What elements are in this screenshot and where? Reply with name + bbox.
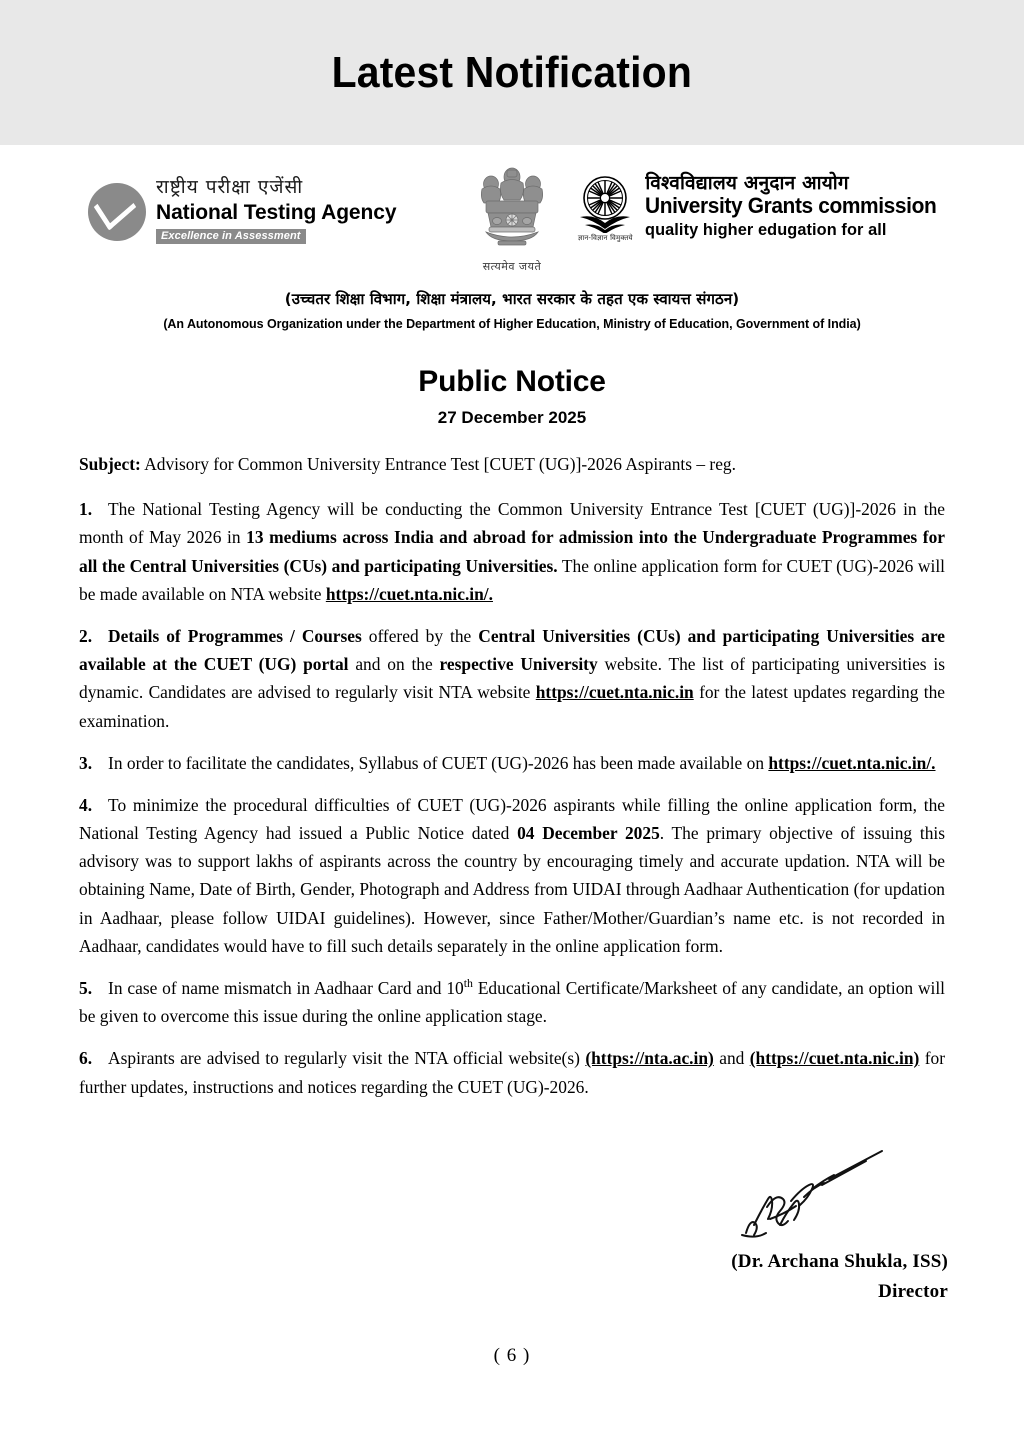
nta-logo-tagline: Excellence in Assessment [156, 229, 306, 244]
notice-body [79, 450, 945, 1101]
paragraph-text-segment[interactable]: (https://cuet.nta.nic.in) [749, 1048, 920, 1069]
paragraph-number: 1. [79, 499, 93, 520]
paragraph-text-segment[interactable]: (https://nta.ac.in) [585, 1048, 714, 1069]
notice-title: Public Notice [418, 365, 606, 398]
paragraph-text-segment: The National Testing Agency will be conducting the Common University Entrance Test [CUET (UG)]-2026 in the month of May 2026 in [79, 499, 945, 548]
page-banner [0, 0, 1024, 145]
paragraph-text-segment: Details of Programmes / Courses [108, 625, 362, 646]
notice-paragraph [79, 791, 945, 960]
paragraph-number: 6. [79, 1048, 93, 1069]
ugc-logo [574, 173, 952, 243]
organization-subtitle-hindi: (उच्चतर शिक्षा विभाग, शिक्षा मंत्रालय, भारत सरकार के तहत एक स्वायत्त संगठन) [284, 290, 740, 308]
organization-subtitle [0, 289, 1024, 331]
paragraph-text-segment: and [713, 1048, 750, 1069]
paragraph-number: 3. [79, 752, 93, 773]
ugc-logo-tagline: quality higher edugation for all [645, 219, 887, 239]
paragraph-text-segment[interactable]: https://cuet.nta.nic.in [535, 682, 694, 703]
paragraph-number: 2. [79, 625, 93, 646]
notice-paragraph [79, 495, 945, 608]
ugc-logo-english-text: University Grants commission [645, 193, 937, 219]
paragraph-text-segment: for further updates, instructions and notices regarding the CUET (UG)-2026. [79, 1048, 945, 1097]
numbered-paragraph-list [79, 495, 945, 1101]
subject-label: Subject: [79, 454, 141, 474]
ashoka-lion-capital-emblem-icon [474, 163, 550, 258]
notice-paragraph [79, 622, 945, 735]
signatory-name: (Dr. Archana Shukla, ISS) [731, 1250, 948, 1272]
paragraph-text-segment: website. The list of participating universities is dynamic. Candidates are advised to regularly visit NTA website [79, 654, 945, 703]
letterhead-logos [0, 163, 1024, 283]
paragraph-text-segment: offered by the [361, 625, 479, 646]
ugc-logo-hindi-text: विश्वविद्यालय अनुदान आयोग [645, 172, 849, 194]
paragraph-text-segment: for the latest updates regarding the examination. [79, 682, 946, 731]
signatory-role: Director [878, 1280, 948, 1302]
page-number: ( 6 ) [493, 1345, 531, 1366]
paragraph-text-segment: To minimize the procedural difficulties of CUET (UG)-2026 aspirants while filling the online application form, the National Testing Agency had issued a Public Notice dated [79, 794, 945, 844]
paragraph-text-segment: The online application form for CUET (UG)-2026 will be made available on NTA website [79, 555, 945, 604]
paragraph-text-segment: In order to facilitate the candidates, Syllabus of CUET (UG)-2026 has been made available on [108, 752, 769, 773]
paragraph-text-segment[interactable]: https://cuet.nta.nic.in/. [768, 752, 936, 773]
signature-block [0, 1145, 1024, 1315]
paragraph-text-segment[interactable]: https://cuet.nta.nic.in/. [325, 583, 493, 604]
notice-paragraph [79, 974, 945, 1030]
paragraph-text-segment: Aspirants are advised to regularly visit the NTA official website(s) [108, 1048, 586, 1069]
nta-logo-hindi-text: राष्ट्रीय परीक्षा एजेंसी [156, 176, 304, 198]
organization-subtitle-english: (An Autonomous Organization under the Department of Higher Education, Ministry of Education, Government of India) [163, 317, 861, 331]
paragraph-text-segment: Educational Certificate/Marksheet of any candidate, an option will be given to overcome this issue during the online application stage. [79, 978, 945, 1027]
handwritten-signature-icon [734, 1145, 894, 1245]
paragraph-text-segment: Central Universities (CUs) and participating Universities are available at the CUET (UG) portal [79, 625, 945, 675]
subject-line [79, 450, 945, 478]
paragraph-number: 5. [79, 978, 93, 998]
notice-date: 27 December 2025 [437, 408, 587, 427]
nta-logo-english-text: National Testing Agency [156, 200, 397, 224]
notice-paragraph [79, 1044, 945, 1100]
paragraph-text-segment: . The primary objective of issuing this advisory was to support lakhs of aspirants across the country by encouraging timely and accurate updation. NTA will be obtaining Name, Date of Birth, Gender, Photograph and Address from UIDAI through Aadhaar Authentication (for updation in Aadhaar, please follow UIDAI guidelines). However, since Father/Mother/Guardian’s name etc. is not recorded in Aadhaar, candidates would have to fill such details separately in the online application form. [79, 823, 945, 956]
paragraph-text-segment: 13 mediums across India and abroad for admission into the Undergraduate Programmes for all the Central Universities (CUs) and participating Universities. [79, 527, 945, 576]
page-title: Latest Notification [331, 47, 693, 97]
paragraph-text-segment: th [463, 976, 473, 991]
paragraph-text-segment: and on the [348, 654, 440, 675]
subject-text: Advisory for Common University Entrance Test [CUET (UG)]-2026 Aspirants – reg. [140, 454, 736, 474]
paragraph-text-segment: In case of name mismatch in Aadhaar Card and 10 [108, 978, 464, 998]
paragraph-text-segment: 04 December 2025 [517, 823, 660, 844]
paragraph-text-segment: respective University [439, 654, 598, 675]
emblem-motto: सत्यमेव जयते [482, 260, 542, 273]
ugc-sub-motto: ज्ञान-विज्ञान विमुक्तये [577, 234, 633, 242]
notice-paragraph [79, 749, 945, 777]
ugc-chakra-emblem-icon [574, 175, 636, 233]
paragraph-number: 4. [79, 794, 93, 815]
